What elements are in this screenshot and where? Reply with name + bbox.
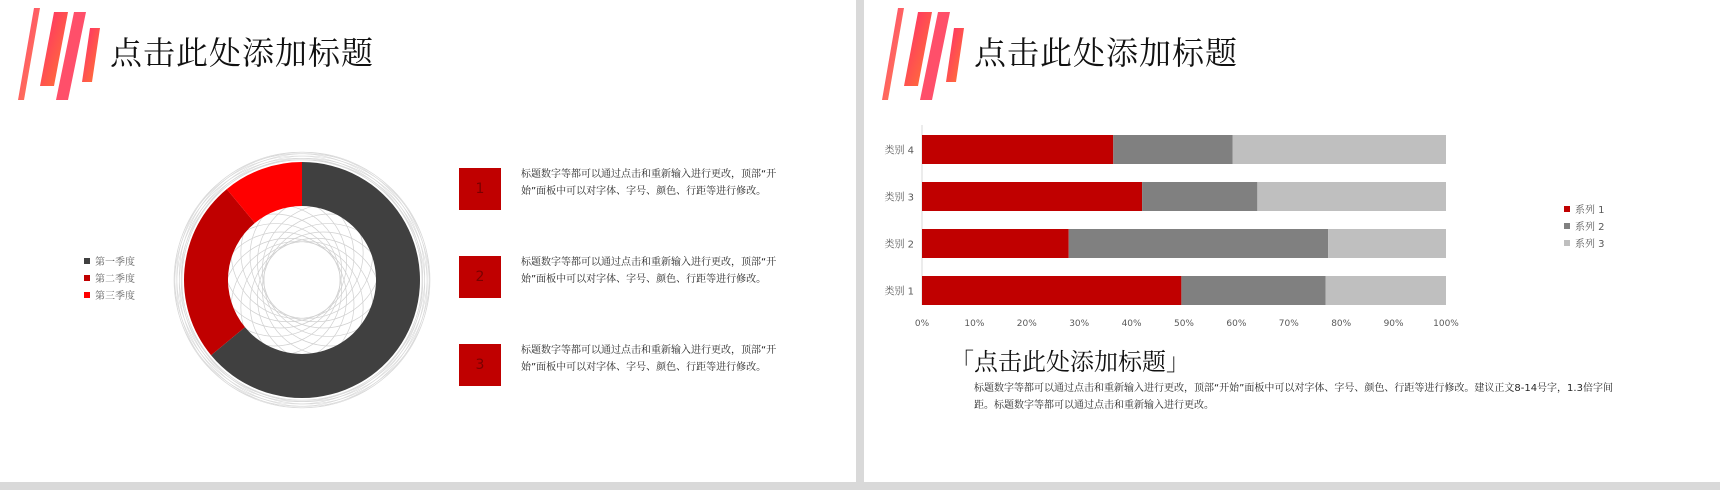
legend-swatch bbox=[1564, 223, 1570, 229]
legend-swatch bbox=[1564, 206, 1570, 212]
bar-segment bbox=[1142, 182, 1257, 211]
legend-item bbox=[84, 286, 135, 303]
legend-swatch bbox=[84, 292, 90, 298]
bar-segment bbox=[922, 182, 1142, 211]
bar-segment bbox=[1181, 276, 1325, 305]
donut-chart bbox=[170, 148, 434, 412]
legend-label: 系列 3 bbox=[1575, 239, 1605, 250]
legend-label: 系列 1 bbox=[1575, 205, 1605, 216]
bar-segment bbox=[1069, 229, 1328, 258]
x-tick-label: 30% bbox=[1069, 319, 1090, 329]
logo-stripes-icon bbox=[10, 4, 102, 106]
bar-segment bbox=[1325, 276, 1446, 305]
bar-segment bbox=[1328, 229, 1446, 258]
legend-label: 系列 2 bbox=[1575, 222, 1605, 233]
x-tick-label: 50% bbox=[1173, 319, 1195, 329]
item-text-2: 标题数字等都可以通过点击和重新输入进行更改，顶部“开始”面板中可以对字体、字号、颜色、行距等进行修改。 bbox=[521, 257, 777, 285]
legend-swatch bbox=[84, 275, 90, 281]
donut-legend bbox=[84, 252, 135, 303]
item-text-3: 标题数字等都可以通过点击和重新输入进行更改，顶部“开始”面板中可以对字体、字号、颜色、行距等进行修改。 bbox=[521, 345, 777, 373]
number-box-3: 3 bbox=[458, 343, 502, 387]
legend-item bbox=[84, 269, 135, 286]
legend-swatch bbox=[84, 258, 90, 264]
sub-title: 「点击此处添加标题」 bbox=[950, 348, 1190, 376]
legend-label: 第一季度 bbox=[95, 257, 135, 268]
bar-segment bbox=[922, 135, 1113, 164]
legend-item bbox=[1564, 234, 1605, 251]
legend-item bbox=[84, 252, 135, 269]
x-tick-label: 20% bbox=[1016, 319, 1037, 329]
legend-item bbox=[1564, 217, 1605, 234]
x-tick-label: 40% bbox=[1121, 319, 1142, 329]
legend-label: 第三季度 bbox=[95, 291, 135, 302]
x-tick-label: 70% bbox=[1278, 319, 1299, 329]
legend-item bbox=[1564, 200, 1605, 217]
category-label: 类别 1 bbox=[884, 286, 914, 298]
bar-segment bbox=[922, 276, 1181, 305]
logo-stripes-icon bbox=[874, 4, 966, 106]
page-title: 点击此处添加标题 bbox=[110, 34, 375, 72]
number-box-1: 1 bbox=[458, 167, 502, 211]
x-tick-label: 10% bbox=[964, 319, 985, 329]
slide-right bbox=[864, 0, 1720, 482]
bar-segment bbox=[922, 229, 1069, 258]
category-label: 类别 2 bbox=[884, 239, 914, 251]
bar-segment bbox=[1257, 182, 1446, 211]
page-title: 点击此处添加标题 bbox=[974, 34, 1239, 72]
item-text-1: 标题数字等都可以通过点击和重新输入进行更改，顶部“开始”面板中可以对字体、字号、颜色、行距等进行修改。 bbox=[521, 169, 777, 197]
x-tick-label: 60% bbox=[1226, 319, 1247, 329]
bar-segment bbox=[1113, 135, 1232, 164]
category-label: 类别 4 bbox=[884, 145, 914, 157]
x-tick-label: 100% bbox=[1433, 319, 1459, 329]
legend-swatch bbox=[1564, 240, 1570, 246]
body-text: 标题数字等都可以通过点击和重新输入进行更改，顶部“开始”面板中可以对字体、字号、颜色、行距等进行修改。建议正文8-14号字，1.3倍字间距。标题数字等都可以通过点击和重新输入进行更改。 bbox=[974, 383, 1613, 411]
category-label: 类别 3 bbox=[884, 192, 914, 204]
slide-left bbox=[0, 0, 856, 482]
x-tick-label: 90% bbox=[1383, 319, 1404, 329]
x-tick-label: 0% bbox=[914, 319, 930, 329]
bar-segment bbox=[1233, 135, 1446, 164]
bar-legend bbox=[1564, 200, 1605, 251]
number-box-2: 2 bbox=[458, 255, 502, 299]
legend-label: 第二季度 bbox=[95, 274, 135, 285]
x-tick-label: 80% bbox=[1331, 319, 1352, 329]
